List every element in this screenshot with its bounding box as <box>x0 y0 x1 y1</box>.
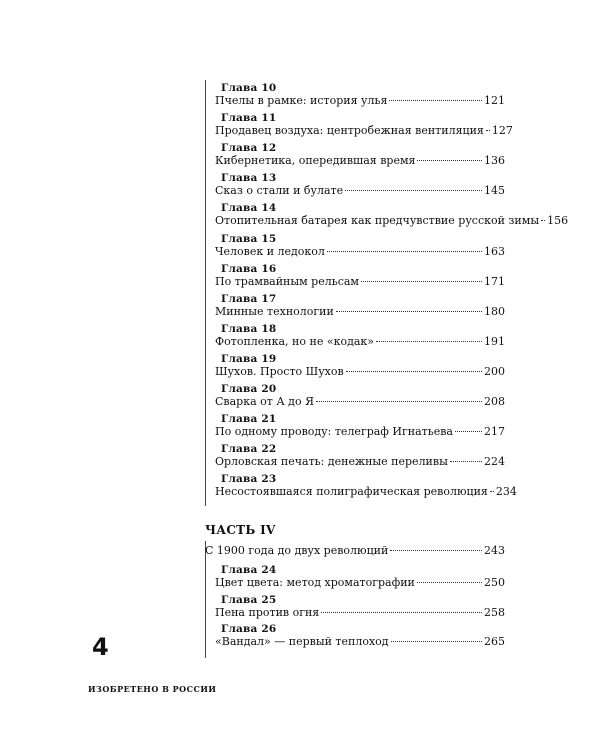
dot-leader <box>346 371 482 372</box>
dot-leader <box>417 582 482 583</box>
chapter-label: Глава 10 <box>221 82 277 94</box>
chapter-label: Глава 25 <box>221 593 277 606</box>
chapter-page-number: 258 <box>484 605 505 619</box>
chapter-title: Кибернетика, опередившая время <box>215 154 416 168</box>
dot-leader <box>316 401 482 402</box>
running-footer-title: ИЗОБРЕТЕНО В РОССИИ <box>88 684 217 694</box>
chapter-page-number: 127 <box>491 124 513 138</box>
dot-leader <box>327 251 482 252</box>
chapter-label: Глава 20 <box>221 383 277 395</box>
chapter-page-number: 191 <box>484 334 505 348</box>
dot-leader <box>455 431 482 432</box>
part4-intro-entry[interactable] <box>205 544 505 557</box>
chapter-page-number: 250 <box>484 576 505 589</box>
chapter-page-number: 234 <box>495 485 517 499</box>
dot-leader <box>321 612 482 613</box>
chapter-title: Шухов. Просто Шухов <box>215 364 344 378</box>
chapter-label: Глава 18 <box>221 322 277 335</box>
chapter-page-number: 136 <box>484 154 505 168</box>
chapter-label: Глава 21 <box>221 413 277 426</box>
chapter-page-number: 208 <box>484 395 505 408</box>
toc-entry[interactable] <box>215 455 505 468</box>
chapter-label: Глава 22 <box>221 443 277 456</box>
toc-entry[interactable] <box>215 485 517 499</box>
toc-entry[interactable] <box>215 425 505 438</box>
dot-leader <box>361 281 482 282</box>
chapter-label: Глава 17 <box>221 292 277 305</box>
chapter-title: Орловская печать: денежные переливы <box>215 455 448 469</box>
chapter-page-number: 217 <box>484 425 505 439</box>
toc-entry[interactable] <box>215 124 513 138</box>
toc-entry[interactable] <box>215 365 505 378</box>
chapter-title: Пчелы в рамке: история улья <box>215 94 388 107</box>
chapter-title: Несостоявшаяся полиграфическая революция <box>215 485 488 499</box>
chapter-label: Глава 14 <box>221 202 277 215</box>
chapter-label: Глава 12 <box>221 142 277 155</box>
chapter-label: Глава 16 <box>221 262 277 275</box>
dot-leader <box>376 341 482 342</box>
dot-leader <box>490 491 494 492</box>
toc-entry[interactable] <box>215 245 505 258</box>
toc-entry[interactable] <box>215 395 505 408</box>
dot-leader <box>336 311 482 312</box>
dot-leader <box>450 461 482 462</box>
chapter-title: Пена против огня <box>215 605 320 619</box>
chapter-title: Сварка от А до Я <box>215 395 314 408</box>
part4-intro-title: С 1900 года до двух революций <box>205 544 389 557</box>
toc-entry[interactable] <box>215 184 505 197</box>
chapter-label: Глава 13 <box>221 172 277 185</box>
chapter-label: Глава 26 <box>221 623 277 635</box>
toc-entry[interactable] <box>215 606 505 619</box>
toc-entry[interactable] <box>215 94 505 107</box>
dot-leader <box>345 190 482 191</box>
toc-entry[interactable] <box>215 335 505 348</box>
chapter-title: По одному проводу: телеграф Игнатьева <box>215 425 453 439</box>
dot-leader <box>486 130 490 131</box>
page-number: 4 <box>92 633 109 661</box>
chapter-page-number: 171 <box>484 274 505 288</box>
chapter-page-number: 121 <box>484 94 505 107</box>
dot-leader <box>389 100 482 101</box>
chapter-label: Глава 24 <box>221 564 277 576</box>
chapter-title: Человек и ледокол <box>215 244 325 258</box>
chapter-title: Отопительная батарея как предчувствие русской зимы <box>215 214 540 228</box>
toc-entry[interactable] <box>215 576 505 589</box>
dot-leader <box>390 550 482 551</box>
toc-entry[interactable] <box>215 635 505 648</box>
part4-intro-page: 243 <box>484 544 505 557</box>
chapter-label: Глава 23 <box>221 473 277 486</box>
toc-entry[interactable] <box>215 214 569 228</box>
part3-rule <box>205 80 206 506</box>
chapter-title: Цвет цвета: метод хроматографии <box>215 576 415 589</box>
toc-entry[interactable] <box>215 154 505 167</box>
chapter-page-number: 145 <box>484 184 505 198</box>
chapter-page-number: 156 <box>547 214 569 228</box>
chapter-title: «Вандал» — первый теплоход <box>215 635 389 648</box>
chapter-title: Сказ о стали и булате <box>215 184 344 198</box>
chapter-page-number: 224 <box>484 455 505 469</box>
chapter-label: Глава 15 <box>221 232 277 245</box>
chapter-title: Фотопленка, но не «кодак» <box>215 334 375 348</box>
toc-entry[interactable] <box>215 275 505 288</box>
dot-leader <box>391 641 482 642</box>
chapter-label: Глава 11 <box>221 112 277 125</box>
chapter-page-number: 200 <box>484 364 505 378</box>
chapter-page-number: 163 <box>484 244 505 258</box>
chapter-page-number: 180 <box>484 304 505 318</box>
chapter-label: Глава 19 <box>221 352 277 365</box>
part4-heading: ЧАСТЬ IV <box>205 523 276 537</box>
dot-leader <box>417 160 482 161</box>
toc-entry[interactable] <box>215 305 505 318</box>
chapter-page-number: 265 <box>484 635 505 648</box>
chapter-title: Продавец воздуха: центробежная вентиляция <box>215 124 484 138</box>
chapter-title: Минные технологии <box>215 304 334 318</box>
chapter-title: По трамвайным рельсам <box>215 274 359 288</box>
part4-rule <box>205 541 206 658</box>
dot-leader <box>541 220 545 221</box>
